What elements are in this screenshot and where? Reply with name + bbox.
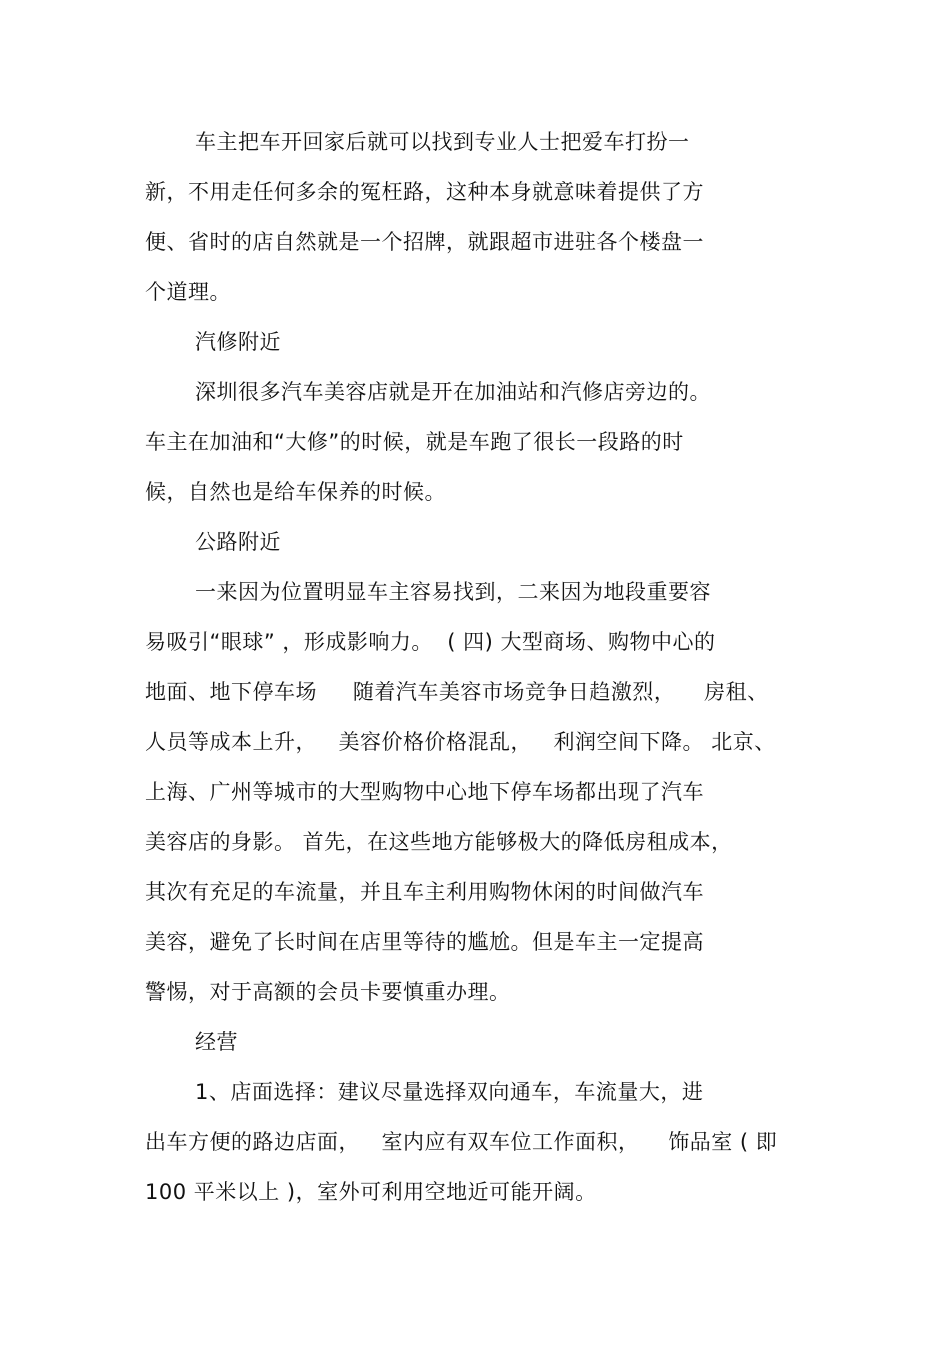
- text-line: 车主在加油和“大修”的时候，就是车跑了很长一段路的时: [145, 430, 684, 454]
- text-line: 上海、广州等城市的大型购物中心地下停车场都出现了汽车: [145, 780, 704, 804]
- section-heading: 公路附近: [195, 530, 281, 554]
- text-line: 100 平米以上 )，室外可利用空地近可能开阔。: [145, 1180, 597, 1204]
- section-heading: 汽修附近: [195, 330, 281, 354]
- text-line: 人员等成本上升， 美容价格价格混乱， 利润空间下降。 北京、: [145, 730, 776, 754]
- text-line: 深圳很多汽车美容店就是开在加油站和汽修店旁边的。: [195, 380, 711, 404]
- text-line: 个道理。: [145, 280, 231, 304]
- text-line: 警惕，对于高额的会员卡要慎重办理。: [145, 980, 511, 1004]
- text-line: 易吸引“眼球” ，形成影响力。 ( 四) 大型商场、购物中心的: [145, 630, 716, 654]
- text-line: 地面、地下停车场 随着汽车美容市场竞争日趋激烈， 房租、: [145, 680, 769, 704]
- text-line: 新，不用走任何多余的冤枉路，这种本身就意味着提供了方: [145, 180, 704, 204]
- text-line: 便、省时的店自然就是一个招牌，就跟超市进驻各个楼盘一: [145, 230, 704, 254]
- text-line: 1、店面选择：建议尽量选择双向通车，车流量大，进: [195, 1080, 704, 1104]
- text-line: 一来因为位置明显车主容易找到，二来因为地段重要容: [195, 580, 711, 604]
- text-line: 其次有充足的车流量，并且车主利用购物休闲的时间做汽车: [145, 880, 704, 904]
- text-line: 候，自然也是给车保养的时候。: [145, 480, 446, 504]
- text-line: 出车方便的路边店面， 室内应有双车位工作面积， 饰品室 ( 即: [145, 1130, 778, 1154]
- text-line: 车主把车开回家后就可以找到专业人士把爱车打扮一: [195, 130, 690, 154]
- text-line: 美容店的身影。 首先，在这些地方能够极大的降低房租成本，: [145, 830, 733, 854]
- section-heading: 经营: [195, 1030, 238, 1054]
- text-line: 美容，避免了长时间在店里等待的尴尬。但是车主一定提高: [145, 930, 704, 954]
